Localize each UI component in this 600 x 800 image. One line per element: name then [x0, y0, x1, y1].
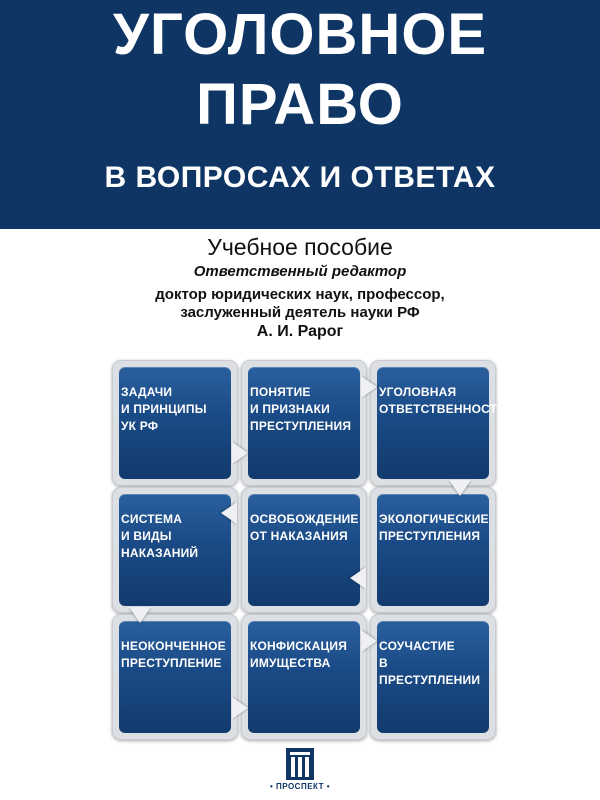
topic-tile-label: СИСТЕМА И ВИДЫ НАКАЗАНИЙ — [121, 512, 199, 560]
publisher-logo-icon — [285, 747, 315, 781]
topic-tile-label: СОУЧАСТИЕ В ПРЕСТУПЛЕНИИ — [379, 639, 481, 687]
subtitle: Учебное пособие — [207, 234, 393, 260]
arrow-down-icon — [449, 480, 471, 496]
topic-grid — [104, 352, 507, 742]
arrow-right-icon — [361, 630, 377, 652]
publisher-name: • ПРОСПЕКТ • — [269, 782, 331, 791]
publisher-logo — [262, 747, 338, 797]
topic-tile-label: ПОНЯТИЕ И ПРИЗНАКИ ПРЕСТУПЛЕНИЯ — [250, 385, 352, 433]
topic-tile — [370, 487, 496, 613]
arrow-right-icon — [361, 376, 377, 398]
editor-credentials: доктор юридических наук, профессор, заслуженный деятель науки РФ — [155, 286, 445, 321]
arrow-down-icon — [129, 607, 151, 623]
topic-tile — [112, 614, 238, 740]
topic-tile — [370, 614, 496, 740]
title-line-2: ПРАВО — [196, 72, 404, 137]
arrow-left-icon — [221, 502, 237, 524]
editor-name: А. И. Рарог — [256, 323, 344, 340]
topic-tile-label: КОНФИСКАЦИЯ ИМУЩЕСТВА — [250, 639, 348, 670]
arrow-right-icon — [232, 697, 248, 719]
title-banner — [0, 0, 600, 229]
topic-tile — [241, 487, 367, 613]
arrow-left-icon — [350, 567, 366, 589]
topic-tile — [112, 360, 238, 486]
topic-tile-label: НЕОКОНЧЕННОЕ ПРЕСТУПЛЕНИЕ — [121, 639, 226, 670]
topic-tile — [241, 614, 367, 740]
topic-tile-label: ЗАДАЧИ И ПРИНЦИПЫ УК РФ — [121, 385, 207, 433]
title-line-1: УГОЛОВНОЕ — [112, 2, 488, 67]
title-line-3: В ВОПРОСАХ И ОТВЕТАХ — [104, 161, 496, 194]
topic-tile — [112, 487, 238, 613]
arrow-right-icon — [232, 442, 248, 464]
topic-tile-label: ОСВОБОЖДЕНИЕ ОТ НАКАЗАНИЯ — [250, 512, 359, 543]
topic-tile — [241, 360, 367, 486]
topic-tile — [370, 360, 507, 486]
topic-tile-label: УГОЛОВНАЯ ОТВЕТСТВЕННОСТЬ — [379, 385, 507, 416]
topic-tile-label: ЭКОЛОГИЧЕСКИЕ ПРЕСТУПЛЕНИЯ — [379, 512, 489, 543]
editor-label: Ответственный редактор — [193, 263, 407, 280]
